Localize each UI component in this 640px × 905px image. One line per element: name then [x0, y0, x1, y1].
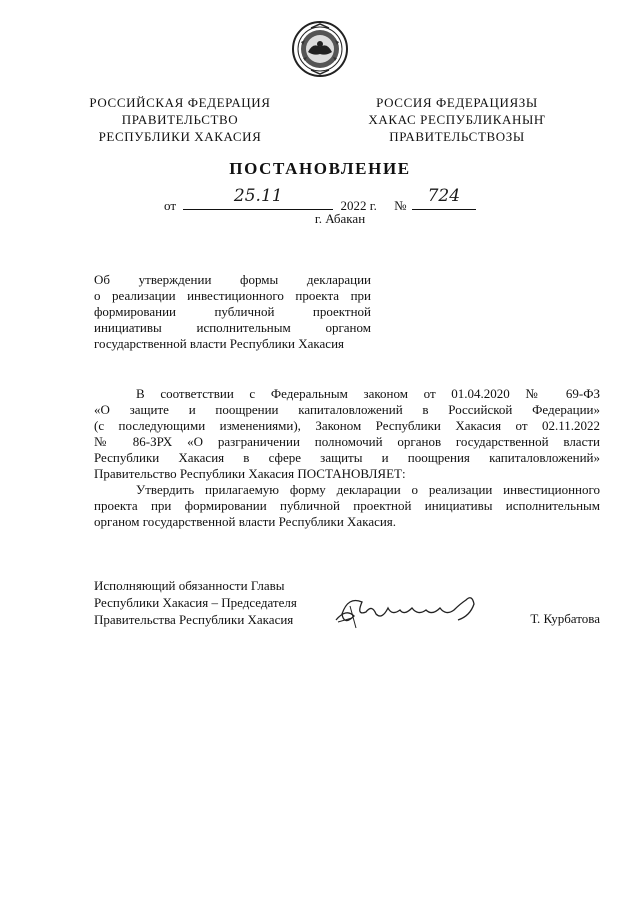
number-handwritten: 724 — [427, 186, 461, 206]
body-line: Утвердить прилагаемую форму декларации о реализации инвестиционного — [136, 482, 600, 497]
body-line: В соответствии с Федеральным законом от 01.04.2020 № 69-ФЗ — [136, 386, 600, 401]
subject-block — [94, 272, 371, 352]
subject-line: инициативы исполнительным органом — [94, 320, 371, 335]
city — [0, 211, 640, 227]
document-title: ПОСТАНОВЛЕНИЕ — [229, 159, 411, 178]
body-line: № 86-ЗРХ «О разграничении полномочий органов государственной власти — [94, 434, 600, 449]
body-line: Республики Хакасия в сфере защиты и поощрения капиталовложений» — [94, 450, 600, 465]
body-text — [94, 386, 600, 530]
handwritten-signature-icon — [332, 586, 492, 634]
header-right-line: РОССИЯ ФЕДЕРАЦИЯЗЫ — [376, 95, 538, 110]
number-label: № — [394, 198, 407, 213]
subject-line: формировании публичной проектной — [94, 304, 371, 319]
city-text: г. Абакан — [314, 211, 366, 226]
subject-line: Об утверждении формы декларации — [94, 272, 371, 287]
date-field — [183, 186, 333, 210]
signatory-name: Т. Курбатова — [530, 611, 600, 626]
position-line: Исполняющий обязанности Главы — [94, 578, 285, 593]
signatory-position — [94, 577, 297, 628]
header-right-line: ХАКАС РЕСПУБЛИКАНЫҤ — [368, 112, 546, 127]
body-line: органом государственной власти Республики Хакасия. — [94, 514, 397, 529]
position-line: Республики Хакасия – Председателя — [94, 595, 297, 610]
body-line: Правительство Республики Хакасия ПОСТАНОВЛЯЕТ: — [94, 466, 406, 481]
header-left-line: ПРАВИТЕЛЬСТВО — [121, 112, 239, 127]
header-left-line: РОССИЙСКАЯ ФЕДЕРАЦИЯ — [89, 95, 271, 110]
header-right-line: ПРАВИТЕЛЬСТВОЗЫ — [389, 129, 525, 144]
date-prefix: от — [164, 198, 177, 213]
subject-line: о реализации инвестиционного проекта при — [94, 288, 371, 303]
body-line: (с последующими изменениями), Законом Республики Хакасия от 02.11.2022 — [94, 418, 600, 433]
header-left-line: РЕСПУБЛИКИ ХАКАСИЯ — [98, 129, 262, 144]
date-handwritten: 25.11 — [233, 186, 283, 206]
header-right — [357, 94, 557, 145]
body-line: проекта при формировании публичной проектной инициативы исполнительным — [94, 498, 600, 513]
body-line: «О защите и поощрении капиталовложений в Российской Федерации» — [94, 402, 600, 417]
subject-line: государственной власти Республики Хакасия — [94, 336, 345, 351]
date-year: 2022 г. — [340, 198, 377, 213]
position-line: Правительства Республики Хакасия — [94, 612, 294, 627]
header-left — [80, 94, 280, 145]
number-field — [412, 186, 476, 210]
coat-of-arms-icon — [291, 20, 349, 78]
